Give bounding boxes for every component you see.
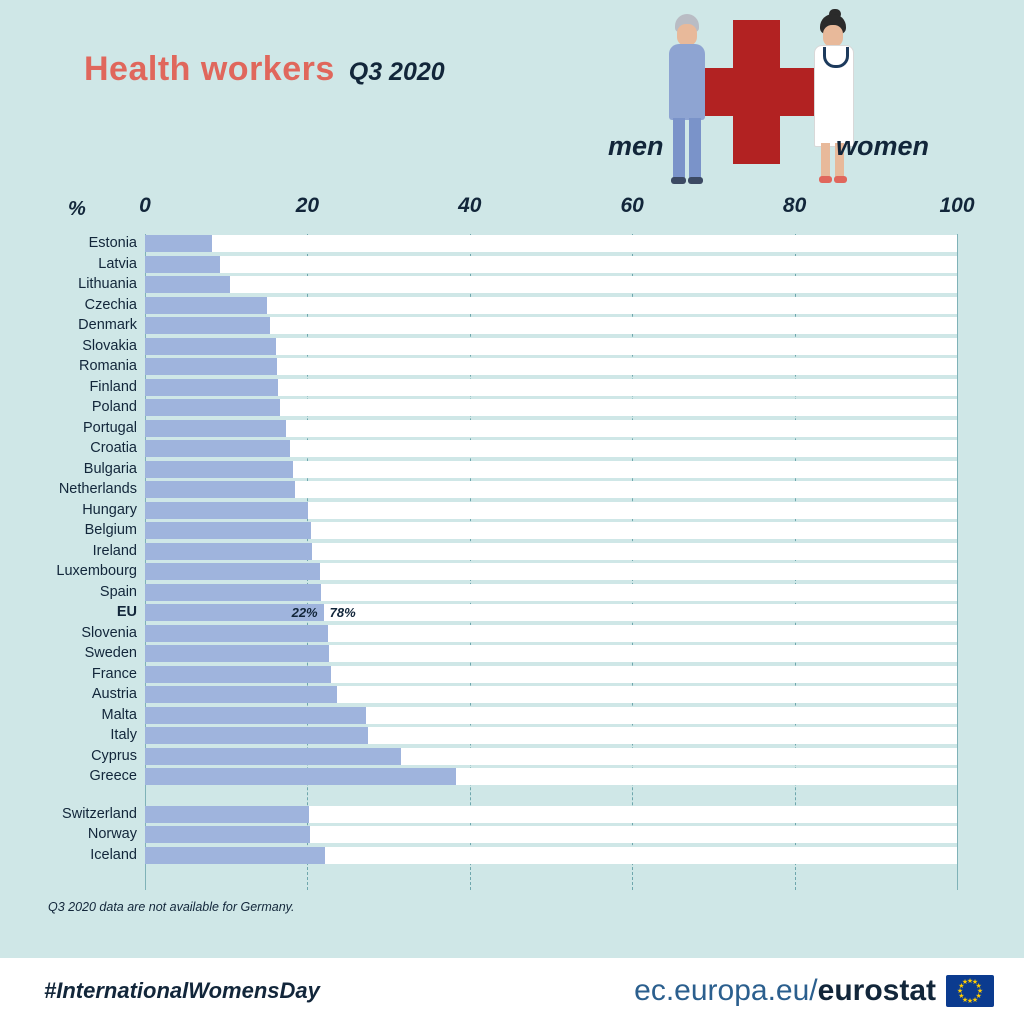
hashtag-label: #InternationalWomensDay — [44, 978, 320, 1003]
y-axis-category-label: Belgium — [84, 522, 137, 538]
bar-segment-men — [145, 666, 331, 683]
eu-flag-icon: ★ ★ ★ ★ ★ ★ ★ ★ ★ ★ ★ ★ — [946, 975, 994, 1007]
brand-link[interactable] — [634, 974, 936, 1008]
bar-segment-men — [145, 338, 276, 355]
bar-segment-men — [145, 379, 278, 396]
gridline — [957, 234, 958, 890]
y-axis-category-label: EU — [116, 604, 137, 620]
chart-bar-row — [83, 460, 957, 481]
bar-segment-men — [145, 806, 309, 823]
bar-value-annotation: 78% — [329, 605, 356, 620]
chart-bar-row — [82, 419, 957, 440]
header-illustration — [600, 4, 980, 179]
x-axis-tick-label: 20 — [295, 194, 320, 217]
bar-segment-women — [145, 256, 957, 273]
x-axis-unit-label: % — [68, 198, 86, 220]
bar-segment-men — [145, 584, 321, 601]
y-axis-category-label: Slovakia — [82, 337, 137, 354]
chart-footnote: Q3 2020 data are not available for Germany. — [48, 900, 295, 914]
x-axis-tick-label: 80 — [782, 194, 807, 217]
bar-segment-men — [145, 235, 212, 252]
bar-segment-women — [145, 276, 957, 293]
y-axis-category-label: Ireland — [92, 542, 137, 559]
chart-bar-row — [84, 296, 957, 317]
bar-segment-men — [145, 686, 337, 703]
chart-bar-row — [84, 644, 957, 665]
chart-bar-row — [81, 624, 957, 645]
bar-segment-men — [145, 563, 320, 580]
y-axis-category-label: Romania — [78, 358, 137, 374]
bar-segment-men — [145, 440, 290, 457]
bar-segment-men — [145, 297, 267, 314]
bar-segment-men — [145, 358, 277, 375]
chart-bar-row — [62, 805, 957, 826]
bar-segment-men — [145, 727, 368, 744]
chart-bar-row — [90, 439, 957, 460]
y-axis-category-label: Czechia — [84, 296, 137, 313]
bar-segment-men — [145, 481, 295, 498]
bar-segment-men — [145, 645, 329, 662]
chart-bar-row — [91, 685, 957, 706]
y-axis-category-label: Luxembourg — [56, 563, 137, 579]
x-axis-tick-label: 100 — [939, 194, 975, 217]
x-axis-tick-label: 40 — [458, 194, 482, 217]
chart-bar-row — [87, 825, 957, 846]
chart-bar-row — [91, 665, 957, 686]
y-axis-category-label: Denmark — [78, 317, 137, 333]
bar-segment-men — [145, 847, 325, 864]
chart-bar-row — [91, 747, 957, 768]
bar-segment-men — [145, 748, 401, 765]
y-axis-category-label: Croatia — [90, 440, 137, 456]
legend-women-label: women — [836, 131, 930, 161]
y-axis-category-label: Bulgaria — [83, 460, 137, 477]
bar-segment-men — [145, 276, 230, 293]
chart-bar-row — [78, 275, 957, 296]
bar-segment-men — [145, 461, 293, 478]
page-title: Health workers — [84, 50, 335, 88]
group-separator — [145, 788, 957, 805]
page-subtitle: Q3 2020 — [348, 58, 445, 86]
y-axis-category-label: Estonia — [88, 235, 137, 251]
chart-bar-row — [82, 501, 957, 522]
y-axis-category-label: Poland — [91, 399, 137, 415]
y-axis-category-label: Lithuania — [78, 276, 137, 292]
bar-segment-men — [145, 768, 456, 785]
chart-header — [84, 50, 445, 89]
x-axis-tick-label: 60 — [620, 194, 644, 217]
y-axis-category-label: Portugal — [82, 419, 137, 436]
y-axis-category-label: Austria — [91, 686, 137, 702]
bar-segment-women — [145, 235, 957, 252]
chart-bar-row — [89, 378, 957, 399]
y-axis-category-label: Finland — [89, 378, 137, 395]
bar-segment-men — [145, 502, 308, 519]
chart-bar-row — [78, 316, 957, 337]
chart-bar-row — [90, 846, 957, 867]
y-axis-category-label: Norway — [87, 826, 137, 842]
chart-bar-row — [58, 480, 957, 501]
chart-bar-row — [82, 337, 957, 358]
chart-bar-row — [88, 234, 957, 255]
bar-segment-men — [145, 522, 311, 539]
chart-bar-row — [92, 542, 957, 563]
legend-men-label: men — [608, 131, 664, 161]
y-axis-category-label: Malta — [101, 706, 137, 723]
bar-segment-men — [145, 420, 286, 437]
bar-value-annotation: 22% — [291, 605, 318, 620]
page-footer — [0, 958, 1024, 1024]
y-axis-category-label: Italy — [110, 727, 137, 743]
y-axis-category-label: Iceland — [90, 846, 137, 863]
bar-segment-men — [145, 625, 328, 642]
y-axis-category-label: Cyprus — [91, 747, 137, 764]
bar-segment-men — [145, 826, 310, 843]
chart-bar-row — [101, 706, 957, 727]
brand-prefix: ec.europa.eu/ — [634, 974, 818, 1007]
bar-segment-women — [145, 297, 957, 314]
chart-bar-row — [84, 521, 957, 542]
brand-name: eurostat — [817, 974, 936, 1007]
bar-segment-men — [145, 543, 312, 560]
chart-bar-row — [78, 357, 957, 378]
y-axis-category-label: France — [91, 665, 137, 682]
chart-bar-row — [99, 583, 957, 604]
y-axis-category-label: Netherlands — [58, 481, 137, 497]
bar-segment-men — [145, 707, 366, 724]
bar-segment-men — [145, 256, 220, 273]
y-axis-category-label: Switzerland — [62, 805, 137, 822]
y-axis-category-label: Greece — [89, 768, 137, 784]
bar-chart — [0, 190, 1024, 914]
chart-bar-row — [89, 767, 957, 788]
man-figure-icon — [666, 14, 708, 184]
bar-segment-men — [145, 317, 270, 334]
y-axis-category-label: Slovenia — [81, 624, 137, 641]
chart-bar-row — [116, 603, 957, 624]
bar-segment-men — [145, 399, 280, 416]
chart-plot-area — [56, 234, 957, 866]
y-axis-category-label: Latvia — [98, 255, 137, 272]
chart-bar-row — [98, 255, 957, 276]
y-axis-category-label: Sweden — [84, 645, 137, 661]
x-axis-tick-label: 0 — [139, 194, 151, 217]
y-axis-category-label: Spain — [99, 583, 137, 600]
chart-bar-row — [56, 562, 957, 583]
chart-bar-row — [110, 726, 957, 747]
chart-bar-row — [91, 398, 957, 419]
y-axis-category-label: Hungary — [82, 501, 137, 518]
